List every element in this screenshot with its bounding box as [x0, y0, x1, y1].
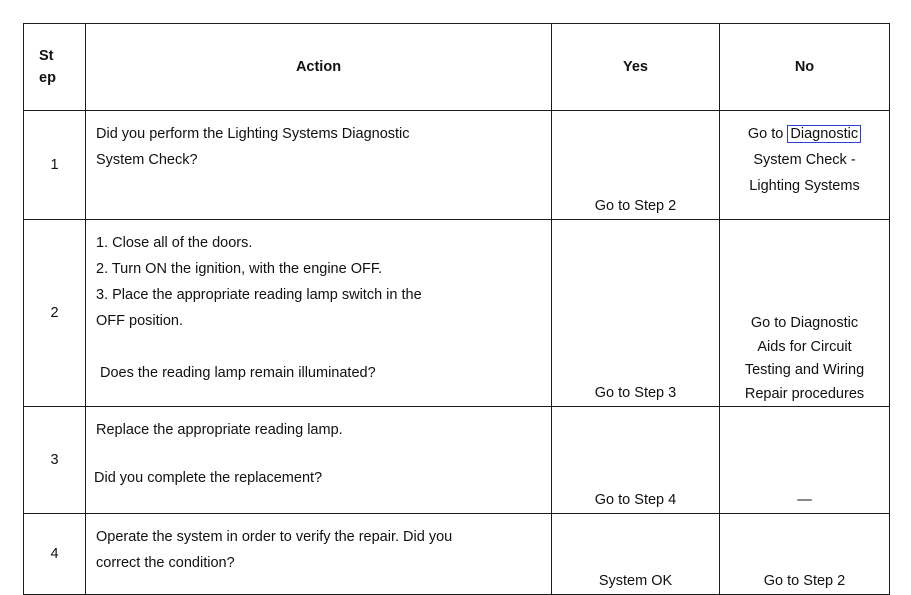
action-cell: Did you perform the Lighting Systems Diagnostic System Check?: [86, 111, 552, 220]
question: Does the reading lamp remain illuminated?: [100, 365, 376, 381]
diagnostic-table: [23, 23, 890, 595]
table-row: [24, 111, 890, 220]
question: Did you complete the replacement?: [94, 470, 323, 486]
header-action: Action: [86, 24, 552, 111]
diagnostic-system-check-link[interactable]: Diagnostic: [787, 125, 861, 143]
table-row: [24, 220, 890, 407]
step-number: 4: [24, 514, 86, 595]
header-step: St ep: [24, 24, 86, 111]
no-cell: Go to Diagnostic Aids for Circuit Testing and Wiring Repair procedures: [720, 220, 890, 407]
step-number: 1: [24, 111, 86, 220]
yes-cell: System OK: [552, 514, 720, 595]
no-cell: Go to Step 2: [720, 514, 890, 595]
action-cell: 1. Close all of the doors. 2. Turn ON the ignition, with the engine OFF. 3. Place the appropriate reading lamp switch in the OFF position. Does the reading lamp remain illuminated?: [86, 220, 552, 407]
step-number: 2: [24, 220, 86, 407]
table-row: [24, 407, 890, 514]
yes-cell: Go to Step 3: [552, 220, 720, 407]
no-cell: —: [720, 407, 890, 514]
header-yes: Yes: [552, 24, 720, 111]
yes-cell: Go to Step 2: [552, 111, 720, 220]
table-row: [24, 514, 890, 595]
no-cell: Go to Diagnostic System Check - Lighting Systems: [720, 111, 890, 220]
step-number: 3: [24, 407, 86, 514]
action-cell: Operate the system in order to verify the repair. Did you correct the condition?: [86, 514, 552, 595]
yes-cell: Go to Step 4: [552, 407, 720, 514]
header-row: [24, 24, 890, 111]
action-cell: Replace the appropriate reading lamp. Did you complete the replacement?: [86, 407, 552, 514]
header-no: No: [720, 24, 890, 111]
